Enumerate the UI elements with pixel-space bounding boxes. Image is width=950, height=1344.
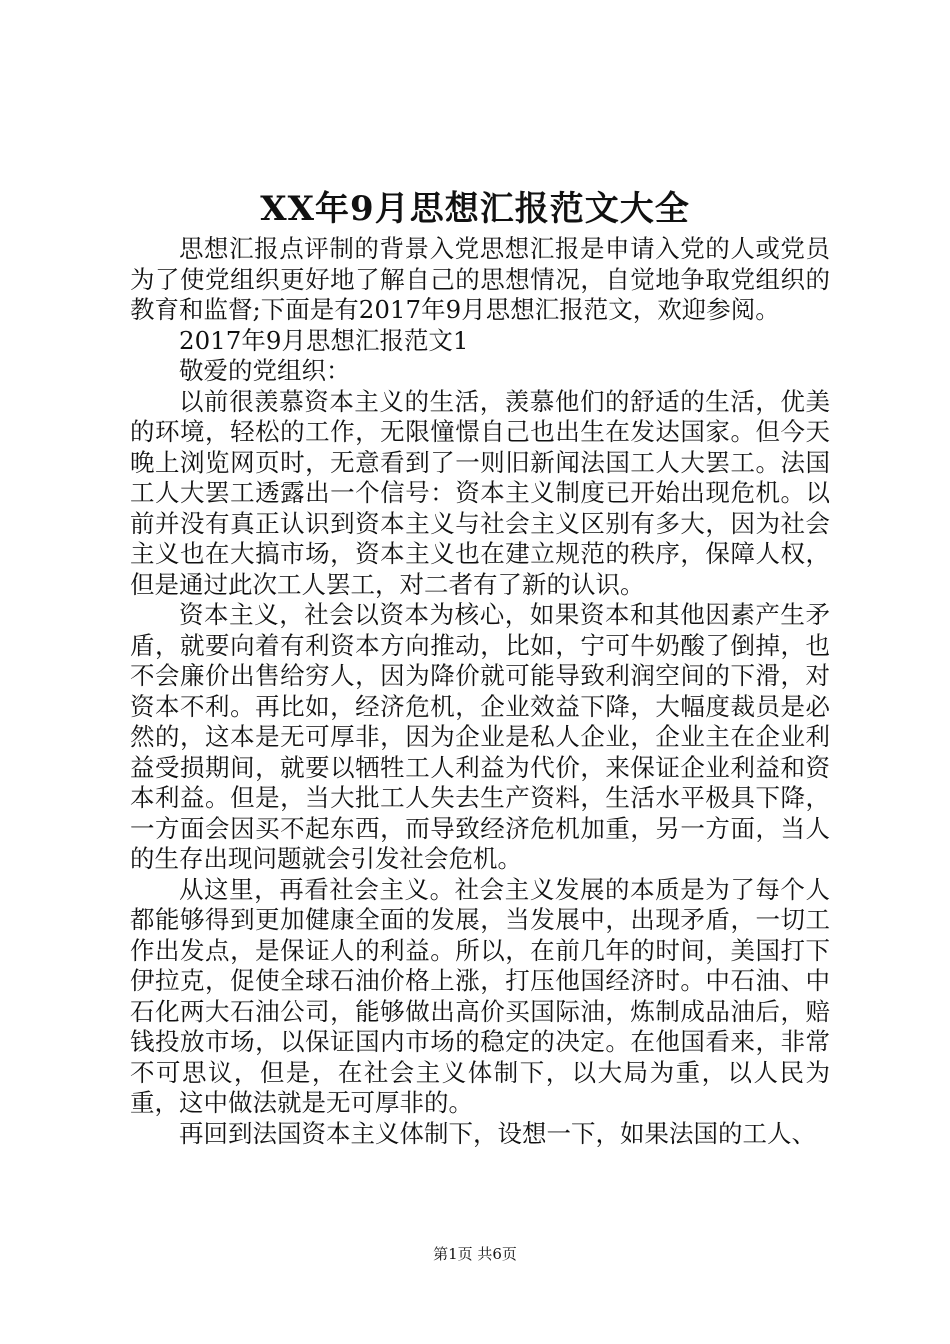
- salutation: 敬爱的党组织：: [179, 356, 351, 385]
- body-paragraph: 再回到法国资本主义体制下，设想一下，如果法国的工人、: [179, 1118, 816, 1148]
- document-body: [130, 234, 830, 1149]
- section-heading: 2017年9月思想汇报范文1: [179, 325, 469, 355]
- body-paragraph: 从这里，再看社会主义。社会主义发展的本质是为了每个人都能够得到更加健康全面的发展，当发展中，出现矛盾，一切工作出发点，是保证人的利益。所以，在前几年的时间，美国打下伊拉克，促使全球石油价格上涨，打压他国经济时。中石油、中石化两大石油公司，能够做出高价买国际油，炼制成品油后，赔钱投放市场，以保证国内市场的稳定的决定。在他国看来，非常不可思议，但是，在社会主义体制下，以大局为重，以人民为重，这中做法就是无可厚非的。: [130, 874, 830, 1117]
- document-title: XX年9月思想汇报范文大全: [260, 189, 690, 229]
- page-footer: 第1页 共6页: [433, 1245, 517, 1263]
- body-paragraph: 资本主义，社会以资本为核心，如果资本和其他因素产生矛盾，就要向着有利资本方向推动，比如，宁可牛奶酸了倒掉，也不会廉价出售给穷人，因为降价就可能导致利润空间的下滑，对资本不利。再比如，经济危机，企业效益下降，大幅度裁员是必然的，这本是无可厚非，因为企业是私人企业，企业主在企业利益受损期间，就要以牺牲工人利益为代价，来保证企业利益和资本利益。但是，当大批工人失去生产资料，生活水平极具下降，一方面会因买不起东西，而导致经济危机加重，另一方面，当人的生存出现问题就会引发社会危机。: [130, 600, 830, 873]
- body-paragraph: 以前很羡慕资本主义的生活，羡慕他们的舒适的生活，优美的环境，轻松的工作，无限憧憬自己也出生在发达国家。但今天晚上浏览网页时，无意看到了一则旧新闻法国工人大罢工。法国工人大罢工透露出一个信号：资本主义制度已开始出现危机。以前并没有真正认识到资本主义与社会主义区别有多大，因为社会主义也在大搞市场，资本主义也在建立规范的秩序，保障人权，但是通过此次工人罢工，对二者有了新的认识。: [130, 386, 830, 599]
- intro-paragraph: 思想汇报点评制的背景入党思想汇报是申请入党的人或党员为了使党组织更好地了解自己的思想情况，自觉地争取党组织的教育和监督;下面是有2017年9月思想汇报范文，欢迎参阅。: [130, 234, 830, 324]
